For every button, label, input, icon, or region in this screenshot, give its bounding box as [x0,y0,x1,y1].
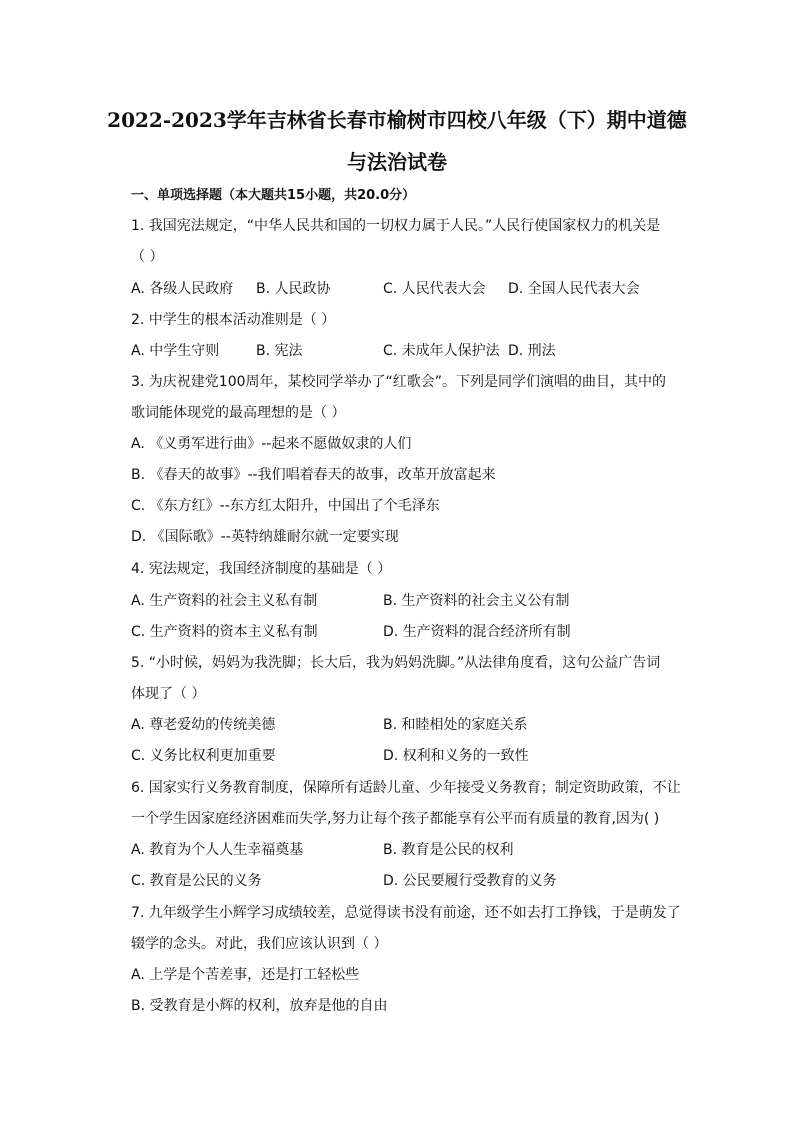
question-1-bracket: （ ） [131,249,164,265]
question-3-text-cont: 歌词能体现党的最高理想的是（ ） [131,405,346,421]
question-6-option-c: C. 教育是公民的义务 [131,873,262,889]
question-2-option-b: B. 宪法 [256,343,303,359]
question-6-option-a: A. 教育为个人人生幸福奠基 [131,842,304,858]
section-heading: 一、单项选择题（本大题共15小题，共20.0分） [131,188,416,203]
question-7-text-cont: 辍学的念头。对此，我们应该认识到（ ） [131,936,388,952]
question-4-option-d: D. 生产资料的混合经济所有制 [383,624,571,640]
exam-title-line-1: 2022-2023学年吉林省长春市榆树市四校八年级（下）期中道德 [107,108,687,132]
question-5-option-b: B. 和睦相处的家庭关系 [383,717,528,733]
question-3-option-c: C. 《东方红》--东方红太阳升，中国出了个毛泽东 [131,498,440,514]
question-5-text-cont: 体现了（ ） [131,686,206,702]
question-3-option-d: D. 《国际歌》--英特纳雄耐尔就一定要实现 [131,529,399,545]
question-1-option-c: C. 人民代表大会 [383,281,486,297]
question-1-text: 1. 我国宪法规定，“中华人民共和国的一切权力属于人民。”人民行使国家权力的机关是 [131,218,661,234]
question-1-option-a: A. 各级人民政府 [131,281,234,297]
question-5-option-d: D. 权利和义务的一致性 [383,748,529,764]
question-7-option-a: A. 上学是个苦差事，还是打工轻松些 [131,967,360,983]
question-6-text: 6. 国家实行义务教育制度，保障所有适龄儿童、少年接受义务教育；制定资助政策，不让 [131,780,681,796]
question-3-option-b: B. 《春天的故事》--我们唱着春天的故事，改革开放富起来 [131,467,496,483]
question-5-option-c: C. 义务比权利更加重要 [131,748,276,764]
question-4-option-a: A. 生产资料的社会主义私有制 [131,593,318,609]
question-3-text: 3. 为庆祝建党100周年，某校同学举办了“红歌会”。下列是同学们演唱的曲目，其中的 [131,374,667,390]
question-4-option-b: B. 生产资料的社会主义公有制 [383,593,570,609]
exam-title-line-2: 与法治试卷 [347,150,447,174]
question-2-option-d: D. 刑法 [508,343,556,359]
question-1-option-d: D. 全国人民代表大会 [508,281,640,297]
question-2-option-c: C. 未成年人保护法 [383,343,500,359]
question-4-option-c: C. 生产资料的资本主义私有制 [131,624,318,640]
question-7-option-b: B. 受教育是小辉的权利，放弃是他的自由 [131,998,388,1014]
question-6-text-cont: 一个学生因家庭经济困难而失学,努力让每个孩子都能享有公平而有质量的教育,因为( ) [131,811,660,827]
question-2-option-a: A. 中学生守则 [131,343,220,359]
question-6-option-b: B. 教育是公民的权利 [383,842,514,858]
question-2-text: 2. 中学生的根本活动准则是（ ） [131,312,336,328]
question-3-option-a: A. 《义勇军进行曲》--起来不愿做奴隶的人们 [131,436,412,452]
question-5-text: 5. “小时候，妈妈为我洗脚；长大后，我为妈妈洗脚。”从法律角度看，这句公益广告词 [131,655,661,671]
question-1-option-b: B. 人民政协 [256,281,331,297]
question-4-text: 4. 宪法规定，我国经济制度的基础是（ ） [131,561,392,577]
question-5-option-a: A. 尊老爱幼的传统美德 [131,717,276,733]
question-6-option-d: D. 公民要履行受教育的义务 [383,873,557,889]
question-7-text: 7. 九年级学生小辉学习成绩较差，总觉得读书没有前途，还不如去打工挣钱，于是萌发了 [131,905,681,921]
